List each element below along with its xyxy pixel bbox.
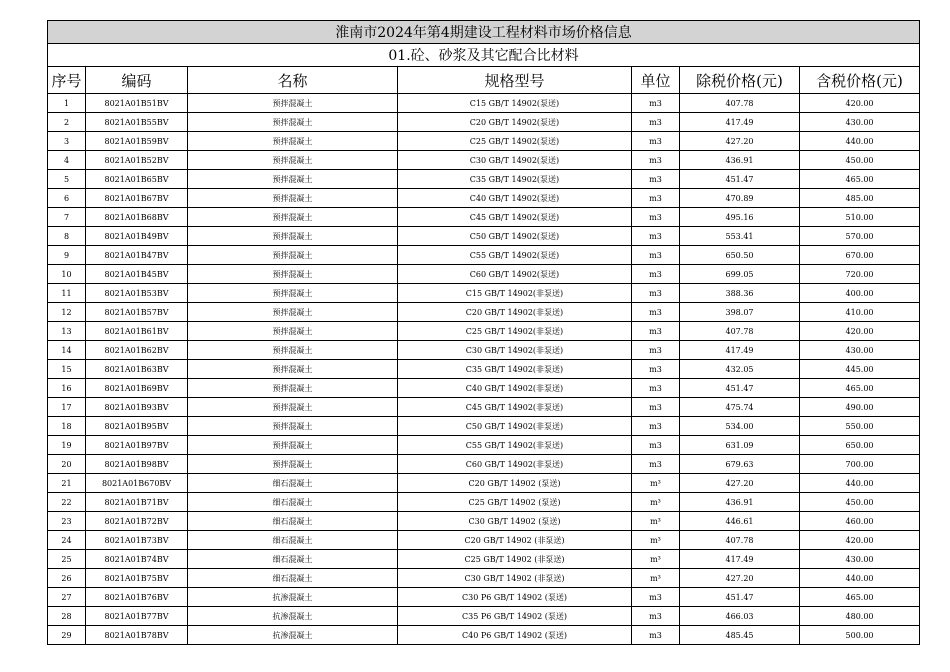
cell-name: 预拌混凝土 [188,170,398,189]
cell-price-incl-tax: 500.00 [800,626,920,645]
cell-price-excl-tax: 427.20 [680,132,800,151]
cell-name: 抗渗混凝土 [188,607,398,626]
cell-code: 8021A01B57BV [86,303,188,322]
cell-price-excl-tax: 699.05 [680,265,800,284]
table-row [48,455,920,474]
cell-price-excl-tax: 631.09 [680,436,800,455]
cell-unit: m3 [632,208,680,227]
cell-code: 8021A01B73BV [86,531,188,550]
cell-index: 11 [48,284,86,303]
cell-name: 细石混凝土 [188,569,398,588]
cell-unit: m3 [632,227,680,246]
cell-index: 10 [48,265,86,284]
cell-name: 预拌混凝土 [188,398,398,417]
cell-index: 21 [48,474,86,493]
cell-index: 24 [48,531,86,550]
cell-price-excl-tax: 446.61 [680,512,800,531]
cell-price-excl-tax: 451.47 [680,170,800,189]
cell-name: 细石混凝土 [188,531,398,550]
cell-name: 预拌混凝土 [188,94,398,113]
cell-price-incl-tax: 650.00 [800,436,920,455]
cell-price-excl-tax: 679.63 [680,455,800,474]
cell-price-excl-tax: 417.49 [680,550,800,569]
table-row [48,493,920,512]
cell-price-excl-tax: 427.20 [680,474,800,493]
cell-unit: m3 [632,246,680,265]
cell-spec: C55 GB/T 14902(非泵送) [398,436,632,455]
table-row [48,208,920,227]
cell-price-excl-tax: 427.20 [680,569,800,588]
header-name: 名称 [188,67,398,94]
table-row [48,474,920,493]
table-row [48,512,920,531]
cell-price-incl-tax: 440.00 [800,474,920,493]
cell-index: 17 [48,398,86,417]
cell-price-incl-tax: 410.00 [800,303,920,322]
cell-spec: C60 GB/T 14902(非泵送) [398,455,632,474]
table-row [48,284,920,303]
cell-unit: m3 [632,170,680,189]
cell-code: 8021A01B62BV [86,341,188,360]
cell-unit: m3 [632,303,680,322]
cell-unit: m3 [632,626,680,645]
cell-spec: C45 GB/T 14902(泵送) [398,208,632,227]
cell-name: 抗渗混凝土 [188,588,398,607]
table-row [48,341,920,360]
table-row [48,265,920,284]
cell-unit: m3 [632,94,680,113]
cell-price-incl-tax: 420.00 [800,94,920,113]
cell-price-excl-tax: 534.00 [680,417,800,436]
cell-price-incl-tax: 445.00 [800,360,920,379]
cell-spec: C35 P6 GB/T 14902 (泵送) [398,607,632,626]
cell-code: 8021A01B97BV [86,436,188,455]
cell-name: 预拌混凝土 [188,227,398,246]
cell-price-incl-tax: 440.00 [800,569,920,588]
cell-price-excl-tax: 388.36 [680,284,800,303]
cell-spec: C40 GB/T 14902(泵送) [398,189,632,208]
cell-price-excl-tax: 398.07 [680,303,800,322]
cell-name: 预拌混凝土 [188,151,398,170]
cell-code: 8021A01B61BV [86,322,188,341]
cell-code: 8021A01B55BV [86,113,188,132]
cell-name: 细石混凝土 [188,493,398,512]
table-row [48,626,920,645]
cell-code: 8021A01B69BV [86,379,188,398]
cell-name: 预拌混凝土 [188,379,398,398]
cell-name: 预拌混凝土 [188,208,398,227]
cell-unit: m3 [632,436,680,455]
cell-spec: C50 GB/T 14902(非泵送) [398,417,632,436]
cell-unit: m3 [632,588,680,607]
cell-spec: C25 GB/T 14902(非泵送) [398,322,632,341]
cell-spec: C30 GB/T 14902(非泵送) [398,341,632,360]
cell-price-excl-tax: 407.78 [680,94,800,113]
cell-name: 预拌混凝土 [188,132,398,151]
cell-price-excl-tax: 436.91 [680,493,800,512]
cell-spec: C20 GB/T 14902 (非泵送) [398,531,632,550]
cell-index: 26 [48,569,86,588]
cell-spec: C25 GB/T 14902 (泵送) [398,493,632,512]
cell-price-incl-tax: 400.00 [800,284,920,303]
cell-unit: m³ [632,493,680,512]
cell-price-excl-tax: 407.78 [680,322,800,341]
header-row [48,67,920,94]
cell-code: 8021A01B51BV [86,94,188,113]
cell-price-incl-tax: 430.00 [800,113,920,132]
cell-unit: m³ [632,550,680,569]
header-price-incl-tax: 含税价格(元) [800,67,920,94]
table-row [48,246,920,265]
cell-spec: C25 GB/T 14902(泵送) [398,132,632,151]
cell-price-excl-tax: 436.91 [680,151,800,170]
cell-price-incl-tax: 510.00 [800,208,920,227]
cell-index: 20 [48,455,86,474]
cell-spec: C55 GB/T 14902(泵送) [398,246,632,265]
cell-code: 8021A01B59BV [86,132,188,151]
cell-index: 3 [48,132,86,151]
cell-spec: C30 GB/T 14902 (非泵送) [398,569,632,588]
table-row [48,113,920,132]
cell-spec: C15 GB/T 14902(泵送) [398,94,632,113]
cell-unit: m3 [632,151,680,170]
cell-name: 预拌混凝土 [188,455,398,474]
cell-spec: C20 GB/T 14902(泵送) [398,113,632,132]
cell-index: 25 [48,550,86,569]
cell-spec: C20 GB/T 14902(非泵送) [398,303,632,322]
cell-index: 16 [48,379,86,398]
cell-code: 8021A01B52BV [86,151,188,170]
cell-name: 预拌混凝土 [188,436,398,455]
cell-price-excl-tax: 475.74 [680,398,800,417]
cell-spec: C30 GB/T 14902(泵送) [398,151,632,170]
cell-name: 细石混凝土 [188,512,398,531]
header-code: 编码 [86,67,188,94]
cell-spec: C35 GB/T 14902(非泵送) [398,360,632,379]
cell-unit: m3 [632,341,680,360]
cell-code: 8021A01B72BV [86,512,188,531]
cell-code: 8021A01B78BV [86,626,188,645]
cell-price-incl-tax: 450.00 [800,493,920,512]
table-row [48,379,920,398]
cell-name: 预拌混凝土 [188,189,398,208]
cell-name: 预拌混凝土 [188,360,398,379]
cell-unit: m3 [632,284,680,303]
cell-index: 22 [48,493,86,512]
cell-price-incl-tax: 570.00 [800,227,920,246]
cell-name: 细石混凝土 [188,550,398,569]
price-table [47,20,920,645]
table-row [48,303,920,322]
cell-price-incl-tax: 700.00 [800,455,920,474]
cell-unit: m3 [632,607,680,626]
cell-index: 8 [48,227,86,246]
cell-price-incl-tax: 420.00 [800,531,920,550]
cell-unit: m3 [632,398,680,417]
cell-code: 8021A01B77BV [86,607,188,626]
table-row [48,132,920,151]
cell-name: 预拌混凝土 [188,113,398,132]
cell-code: 8021A01B67BV [86,189,188,208]
cell-price-incl-tax: 670.00 [800,246,920,265]
cell-price-incl-tax: 485.00 [800,189,920,208]
cell-index: 7 [48,208,86,227]
cell-unit: m3 [632,132,680,151]
cell-code: 8021A01B74BV [86,550,188,569]
cell-name: 预拌混凝土 [188,322,398,341]
table-row [48,227,920,246]
table-row [48,550,920,569]
cell-code: 8021A01B75BV [86,569,188,588]
cell-code: 8021A01B93BV [86,398,188,417]
cell-unit: m3 [632,379,680,398]
cell-price-excl-tax: 451.47 [680,588,800,607]
cell-price-incl-tax: 465.00 [800,170,920,189]
cell-unit: m³ [632,569,680,588]
cell-code: 8021A01B68BV [86,208,188,227]
table-title: 淮南市2024年第4期建设工程材料市场价格信息 [48,21,920,44]
header-spec: 规格型号 [398,67,632,94]
cell-code: 8021A01B65BV [86,170,188,189]
cell-price-incl-tax: 720.00 [800,265,920,284]
cell-name: 预拌混凝土 [188,265,398,284]
cell-index: 27 [48,588,86,607]
table-row [48,398,920,417]
cell-code: 8021A01B49BV [86,227,188,246]
cell-unit: m3 [632,455,680,474]
cell-price-incl-tax: 550.00 [800,417,920,436]
cell-spec: C40 P6 GB/T 14902 (泵送) [398,626,632,645]
table-row [48,189,920,208]
cell-code: 8021A01B63BV [86,360,188,379]
table-row [48,322,920,341]
cell-index: 12 [48,303,86,322]
cell-price-excl-tax: 470.89 [680,189,800,208]
cell-price-incl-tax: 490.00 [800,398,920,417]
cell-index: 28 [48,607,86,626]
cell-price-excl-tax: 466.03 [680,607,800,626]
cell-unit: m³ [632,512,680,531]
cell-index: 4 [48,151,86,170]
cell-price-excl-tax: 553.41 [680,227,800,246]
cell-unit: m3 [632,417,680,436]
cell-index: 23 [48,512,86,531]
table-row [48,360,920,379]
table-row [48,531,920,550]
cell-name: 细石混凝土 [188,474,398,493]
cell-code: 8021A01B98BV [86,455,188,474]
cell-unit: m³ [632,531,680,550]
cell-code: 8021A01B76BV [86,588,188,607]
cell-price-excl-tax: 495.16 [680,208,800,227]
table-row [48,94,920,113]
cell-index: 1 [48,94,86,113]
cell-name: 预拌混凝土 [188,246,398,265]
header-price-excl-tax: 除税价格(元) [680,67,800,94]
cell-index: 2 [48,113,86,132]
table-row [48,151,920,170]
cell-index: 6 [48,189,86,208]
cell-price-incl-tax: 430.00 [800,550,920,569]
cell-spec: C60 GB/T 14902(泵送) [398,265,632,284]
section-heading: 01.砼、砂浆及其它配合比材料 [48,44,920,67]
cell-name: 抗渗混凝土 [188,626,398,645]
header-index: 序号 [48,67,86,94]
table-row [48,607,920,626]
cell-index: 15 [48,360,86,379]
cell-unit: m3 [632,189,680,208]
cell-index: 29 [48,626,86,645]
cell-spec: C35 GB/T 14902(泵送) [398,170,632,189]
cell-unit: m3 [632,113,680,132]
table-row [48,569,920,588]
cell-index: 14 [48,341,86,360]
table-row [48,417,920,436]
cell-code: 8021A01B71BV [86,493,188,512]
header-unit: 单位 [632,67,680,94]
cell-price-incl-tax: 460.00 [800,512,920,531]
cell-price-excl-tax: 417.49 [680,341,800,360]
cell-index: 19 [48,436,86,455]
cell-price-incl-tax: 450.00 [800,151,920,170]
cell-price-excl-tax: 417.49 [680,113,800,132]
cell-code: 8021A01B47BV [86,246,188,265]
table-row [48,588,920,607]
cell-price-excl-tax: 451.47 [680,379,800,398]
cell-spec: C40 GB/T 14902(非泵送) [398,379,632,398]
cell-price-incl-tax: 420.00 [800,322,920,341]
cell-price-excl-tax: 485.45 [680,626,800,645]
cell-name: 预拌混凝土 [188,303,398,322]
cell-code: 8021A01B45BV [86,265,188,284]
cell-index: 9 [48,246,86,265]
cell-name: 预拌混凝土 [188,417,398,436]
cell-price-excl-tax: 650.50 [680,246,800,265]
cell-code: 8021A01B95BV [86,417,188,436]
cell-price-incl-tax: 430.00 [800,341,920,360]
cell-spec: C15 GB/T 14902(非泵送) [398,284,632,303]
cell-price-incl-tax: 465.00 [800,588,920,607]
cell-price-incl-tax: 480.00 [800,607,920,626]
cell-price-excl-tax: 432.05 [680,360,800,379]
cell-spec: C45 GB/T 14902(非泵送) [398,398,632,417]
cell-code: 8021A01B53BV [86,284,188,303]
table-row [48,436,920,455]
cell-price-incl-tax: 465.00 [800,379,920,398]
cell-spec: C50 GB/T 14902(泵送) [398,227,632,246]
cell-unit: m3 [632,322,680,341]
cell-price-excl-tax: 407.78 [680,531,800,550]
cell-unit: m3 [632,265,680,284]
cell-name: 预拌混凝土 [188,341,398,360]
cell-spec: C25 GB/T 14902 (非泵送) [398,550,632,569]
table-row [48,170,920,189]
cell-index: 13 [48,322,86,341]
cell-spec: C30 P6 GB/T 14902 (泵送) [398,588,632,607]
cell-unit: m³ [632,474,680,493]
cell-code: 8021A01B670BV [86,474,188,493]
cell-name: 预拌混凝土 [188,284,398,303]
cell-spec: C30 GB/T 14902 (泵送) [398,512,632,531]
cell-unit: m3 [632,360,680,379]
cell-spec: C20 GB/T 14902 (泵送) [398,474,632,493]
cell-index: 18 [48,417,86,436]
cell-index: 5 [48,170,86,189]
cell-price-incl-tax: 440.00 [800,132,920,151]
